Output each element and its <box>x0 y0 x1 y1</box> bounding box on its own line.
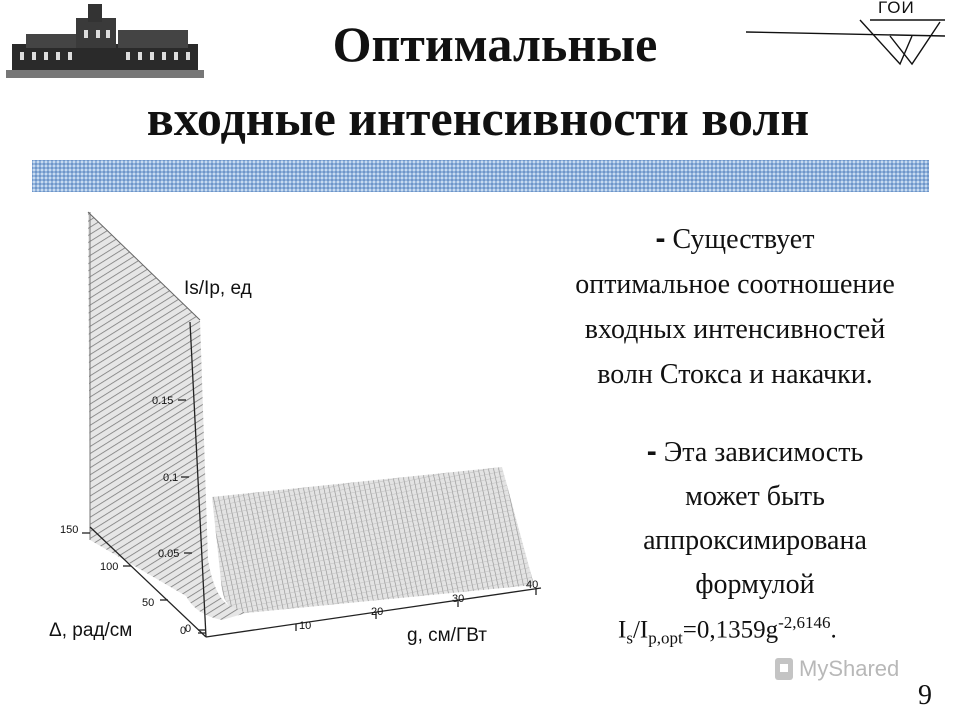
bullet-text-line: формулой <box>695 569 815 600</box>
y-tick-label: 50 <box>142 597 155 609</box>
x-tick-label: 40 <box>526 579 539 591</box>
slide-title-line1: Оптимальные <box>332 16 658 72</box>
surface-floor <box>212 467 534 613</box>
bullet-point-1 <box>500 216 960 397</box>
bullet-text-line: Эта зависимость <box>663 437 864 468</box>
dash-marker: - <box>655 222 666 255</box>
bullet-text-line: волн Стокса и накачки. <box>597 359 873 390</box>
x-tick-label: 10 <box>299 620 312 632</box>
bullet-text-line: Существует <box>672 224 815 255</box>
y-axis-label: Δ, рад/см <box>49 620 133 641</box>
y-tick-label: 0 <box>180 625 187 637</box>
x-tick-label: 20 <box>371 606 384 618</box>
z-tick-label: 0 <box>185 623 192 635</box>
bullet-text-line: оптимальное соотношение <box>575 269 895 300</box>
goi-label: ГОИ <box>878 0 915 17</box>
bullet-text-line: может быть <box>685 481 825 512</box>
slide-title-line2: входные интенсивности волн <box>146 90 810 146</box>
watermark-logo-icon <box>775 658 793 680</box>
z-tick-label: 0.1 <box>163 472 179 484</box>
bullet-text-line: входных интенсивностей <box>584 314 886 345</box>
z-axis-label: Is/Ip, ед <box>184 278 252 299</box>
z-tick-label: 0.15 <box>152 395 174 407</box>
surface-plot <box>0 200 560 660</box>
y-tick-label: 150 <box>60 524 79 536</box>
dash-marker: - <box>646 435 657 468</box>
z-tick-label: 0.05 <box>158 548 180 560</box>
watermark-text: MyShared <box>799 656 900 681</box>
approximation-formula: $I_s/I_{p,opt}=0,1359g^{-2,6146}$. <box>618 613 837 648</box>
decorative-band <box>32 160 929 192</box>
x-axis-label: g, см/ГВт <box>407 625 487 646</box>
y-tick-label: 100 <box>100 561 119 573</box>
bullet-point-2 <box>560 430 950 607</box>
x-tick-label: 30 <box>452 593 465 605</box>
watermark <box>775 656 899 682</box>
bullet-text-line: аппроксимирована <box>643 525 867 556</box>
page-number: 9 <box>918 680 932 711</box>
